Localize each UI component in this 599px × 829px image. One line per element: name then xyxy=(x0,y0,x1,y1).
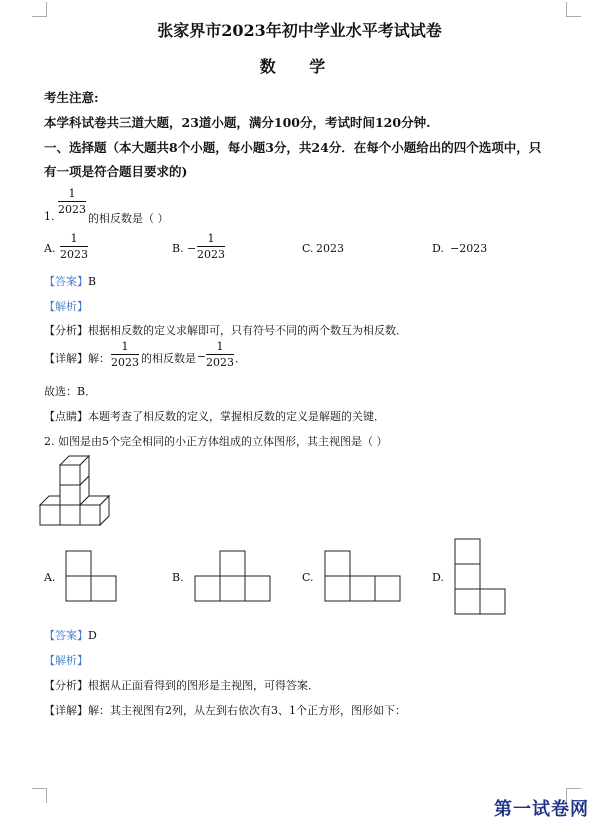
q1-option-d-label: D. xyxy=(432,242,444,255)
q1-detail-fraction-2 xyxy=(206,340,234,369)
q1-answer: B xyxy=(88,275,97,288)
q1-frac-numerator: 1 xyxy=(68,187,76,200)
q1-option-b-den: 2023 xyxy=(197,248,225,261)
q1-detail-end: ． xyxy=(235,352,246,365)
q1-number: 1. xyxy=(44,210,55,223)
q1-frac-denominator: 2023 xyxy=(58,203,86,216)
fraction-bar xyxy=(60,246,88,247)
q2-answer: D xyxy=(88,629,97,642)
q1-fenxi-tag: 【分析】 xyxy=(44,324,88,337)
q1-option-b-fraction xyxy=(197,232,225,261)
exam-title: 张家界市2023年初中学业水平考试试卷 xyxy=(157,21,442,40)
q1-detail-sign: − xyxy=(197,350,207,363)
q2-option-a-label: A. xyxy=(44,571,56,584)
q2-fenxi: 根据从正面看得到的图形是主视图，可得答案． xyxy=(88,679,319,692)
q1-detail-fraction-1 xyxy=(111,340,139,369)
q1-option-b-num: 1 xyxy=(207,232,215,245)
q1-option-b-sign: − xyxy=(187,242,197,255)
q2-cube-solid-figure xyxy=(40,452,120,534)
q1-option-a-label: A. xyxy=(44,242,56,255)
q1-detail-frac2-den: 2023 xyxy=(206,356,234,369)
q1-option-d-value: −2023 xyxy=(450,242,488,255)
q1-conclusion: 故选：B． xyxy=(44,385,97,398)
corner-mark-top-left xyxy=(32,2,47,17)
q1-detail-tag: 【详解】 xyxy=(44,352,88,365)
q2-stem: 2. 如图是由5个完全相同的小正方体组成的立体图形，其主视图是（ ） xyxy=(44,435,388,448)
q2-detail: 解：其主视图有2列，从左到右依次有3、1个正方形，图形如下： xyxy=(88,704,406,717)
q1-dianping-tag: 【点睛】 xyxy=(44,410,88,423)
q1-answer-tag: 【答案】 xyxy=(44,275,88,288)
fraction-bar xyxy=(197,246,225,247)
q2-answer-tag: 【答案】 xyxy=(44,629,88,642)
notes-line: 本学科试卷共三道大题，23道小题，满分100分，考试时间120分钟. xyxy=(44,115,431,130)
q2-option-c-figure xyxy=(325,551,400,601)
q2-option-c-label: C. xyxy=(302,571,314,584)
q1-detail-frac1-den: 2023 xyxy=(111,356,139,369)
q1-option-a-num: 1 xyxy=(70,232,78,245)
notes-heading: 考生注意: xyxy=(44,90,99,105)
q2-option-d-label: D. xyxy=(432,571,444,584)
q1-fraction xyxy=(58,187,86,216)
q1-detail-frac1-num: 1 xyxy=(121,340,129,353)
section1-line1: 一、选择题（本大题共8个小题，每小题3分，共24分．在每个小题给出的四个选项中，只 xyxy=(44,140,542,155)
q2-option-b-figure xyxy=(195,551,270,601)
q1-detail-pre: 解： xyxy=(88,352,110,365)
q1-option-a-den: 2023 xyxy=(60,248,88,261)
q2-detail-tag: 【详解】 xyxy=(44,704,88,717)
fraction-bar xyxy=(58,201,86,202)
fraction-bar xyxy=(111,354,139,355)
q2-option-b-label: B. xyxy=(172,571,184,584)
exam-subject: 数 学 xyxy=(259,57,340,76)
q1-analysis-tag: 【解析】 xyxy=(44,300,88,313)
q1-dianping: 本题考查了相反数的定义，掌握相反数的定义是解题的关键． xyxy=(88,410,385,423)
corner-mark-top-right xyxy=(566,2,581,17)
fraction-bar xyxy=(206,354,234,355)
watermark-logo: 第一试卷网 xyxy=(494,799,589,820)
q1-detail-mid: 的相反数是 xyxy=(141,352,196,365)
q1-stem: 的相反数是（ ） xyxy=(88,212,169,225)
q1-detail-frac2-num: 1 xyxy=(216,340,224,353)
q1-fenxi: 根据相反数的定义求解即可，只有符号不同的两个数互为相反数． xyxy=(88,324,407,337)
q1-option-c-value: 2023 xyxy=(316,242,344,255)
q1-option-b-label: B. xyxy=(172,242,184,255)
corner-mark-bottom-left xyxy=(32,788,47,803)
q2-option-a-figure xyxy=(66,551,116,601)
section1-line2: 有一项是符合题目要求的) xyxy=(44,164,188,179)
q1-option-a-fraction xyxy=(60,232,88,261)
q1-option-c-label: C. xyxy=(302,242,314,255)
q2-fenxi-tag: 【分析】 xyxy=(44,679,88,692)
q2-option-d-figure xyxy=(455,539,505,614)
q2-analysis-tag: 【解析】 xyxy=(44,654,88,667)
